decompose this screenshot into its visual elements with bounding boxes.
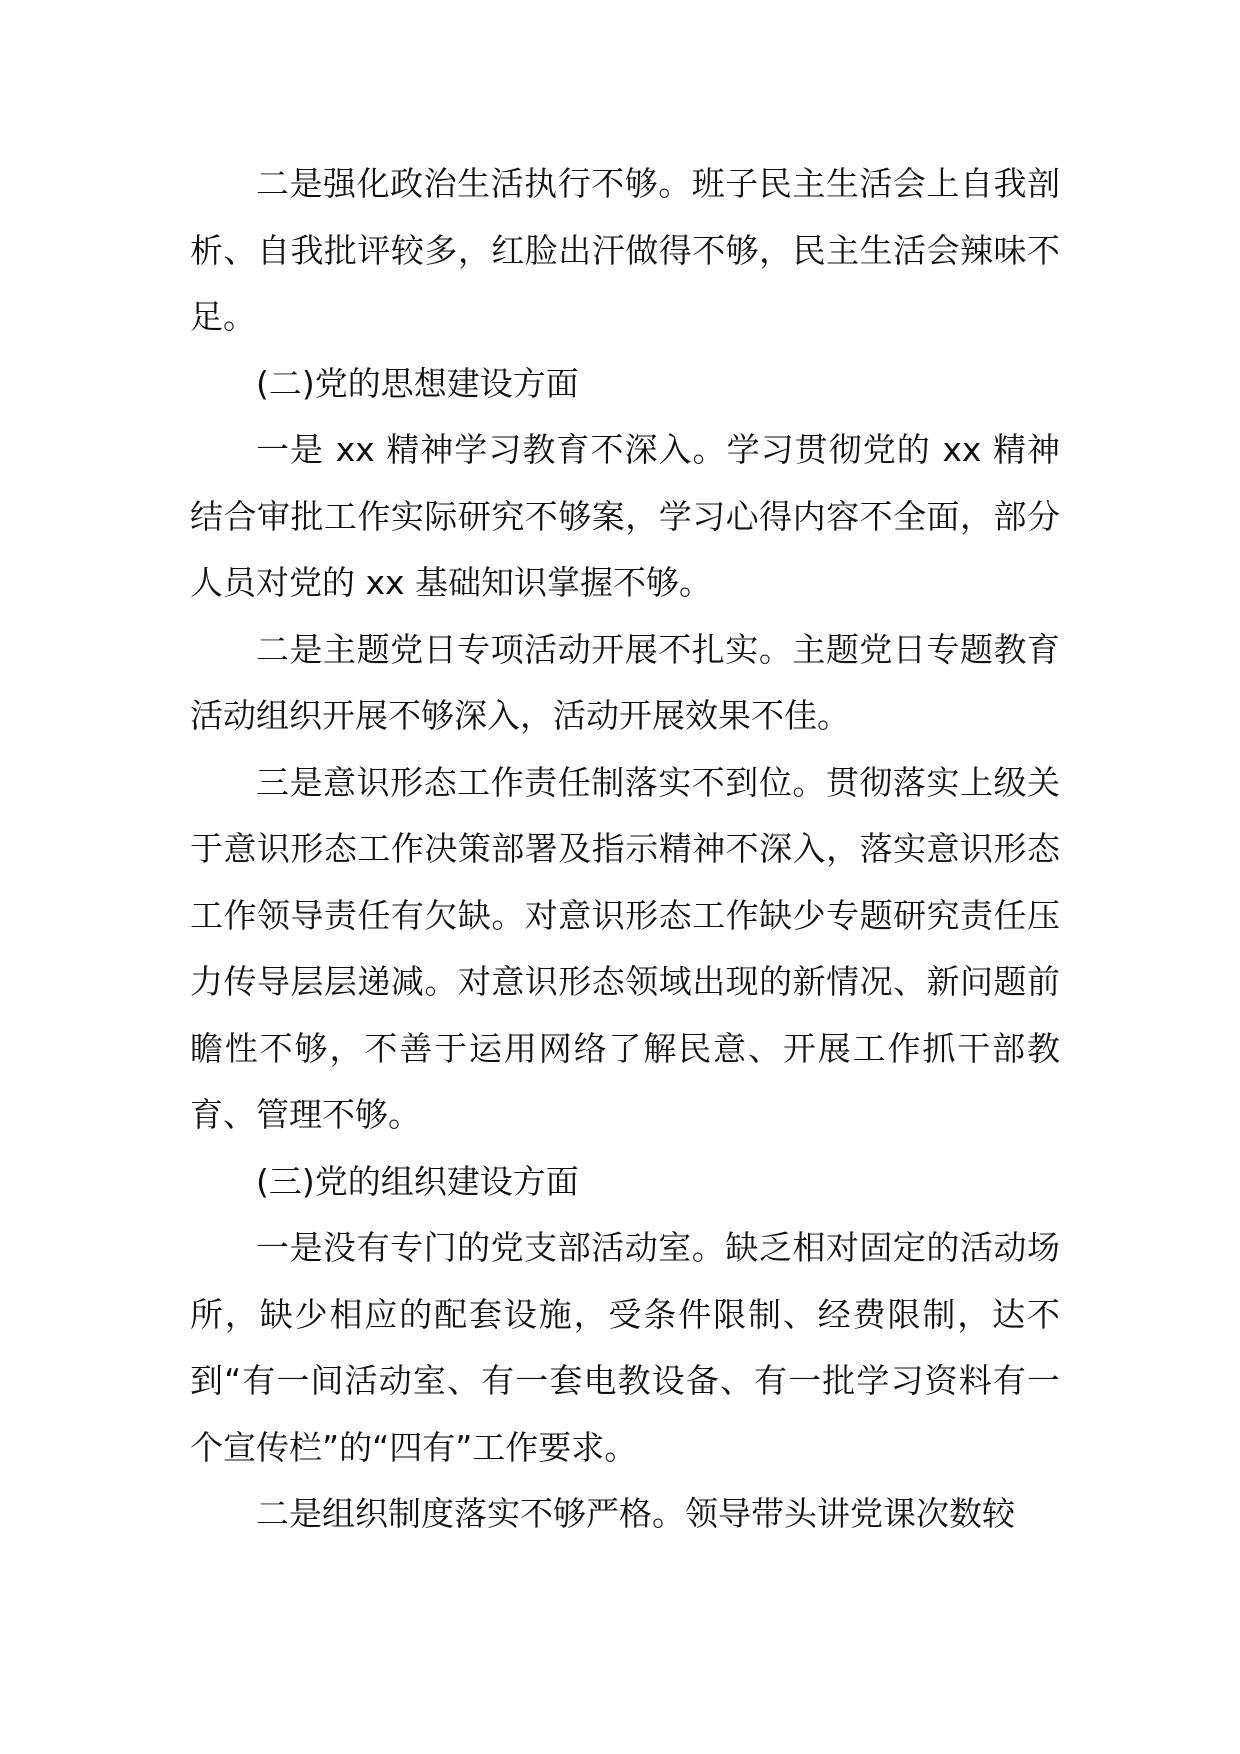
paragraph-activity-room: 一是没有专门的党支部活动室。缺乏相对固定的活动场所，缺少相应的配套设施，受条件限制、经费限制，达不到“有一间活动室、有一套电教设备、有一批学习资料有一个宣传栏”的“四有”工作要求。 xyxy=(190,1228,1060,1467)
paragraph-organization-system: 二是组织制度落实不够严格。领导带头讲党课次数较 xyxy=(256,1494,1015,1533)
paragraph-party-day: 二是主题党日专项活动开展不扎实。主题党日专题教育活动组织开展不够深入，活动开展效果不佳。 xyxy=(190,629,1060,735)
section-heading-ideological: (二)党的思想建设方面 xyxy=(256,363,579,403)
paragraph-ideology-responsibility: 三是意识形态工作责任制落实不到位。贯彻落实上级关于意识形态工作决策部署及指示精神不深入，落实意识形态工作领导责任有欠缺。对意识形态工作缺少专题研究责任压力传导层层递减。对意识形态领域出现的新情况、新问题前瞻性不够，不善于运用网络了解民意、开展工作抓干部教育、管理不够。 xyxy=(190,762,1060,1134)
paragraph-political-life: 二是强化政治生活执行不够。班子民主生活会上自我剖析、自我批评较多，红脸出汗做得不够，民主生活会辣味不足。 xyxy=(190,164,1060,336)
section-heading-organizational: (三)党的组织建设方面 xyxy=(256,1161,579,1201)
paragraph-study-education: 一是 xx 精神学习教育不深入。学习贯彻党的 xx 精神结合审批工作实际研究不够案，学习心得内容不全面，部分人员对党的 xx 基础知识掌握不够。 xyxy=(190,430,1060,602)
document-body xyxy=(190,151,1060,1548)
